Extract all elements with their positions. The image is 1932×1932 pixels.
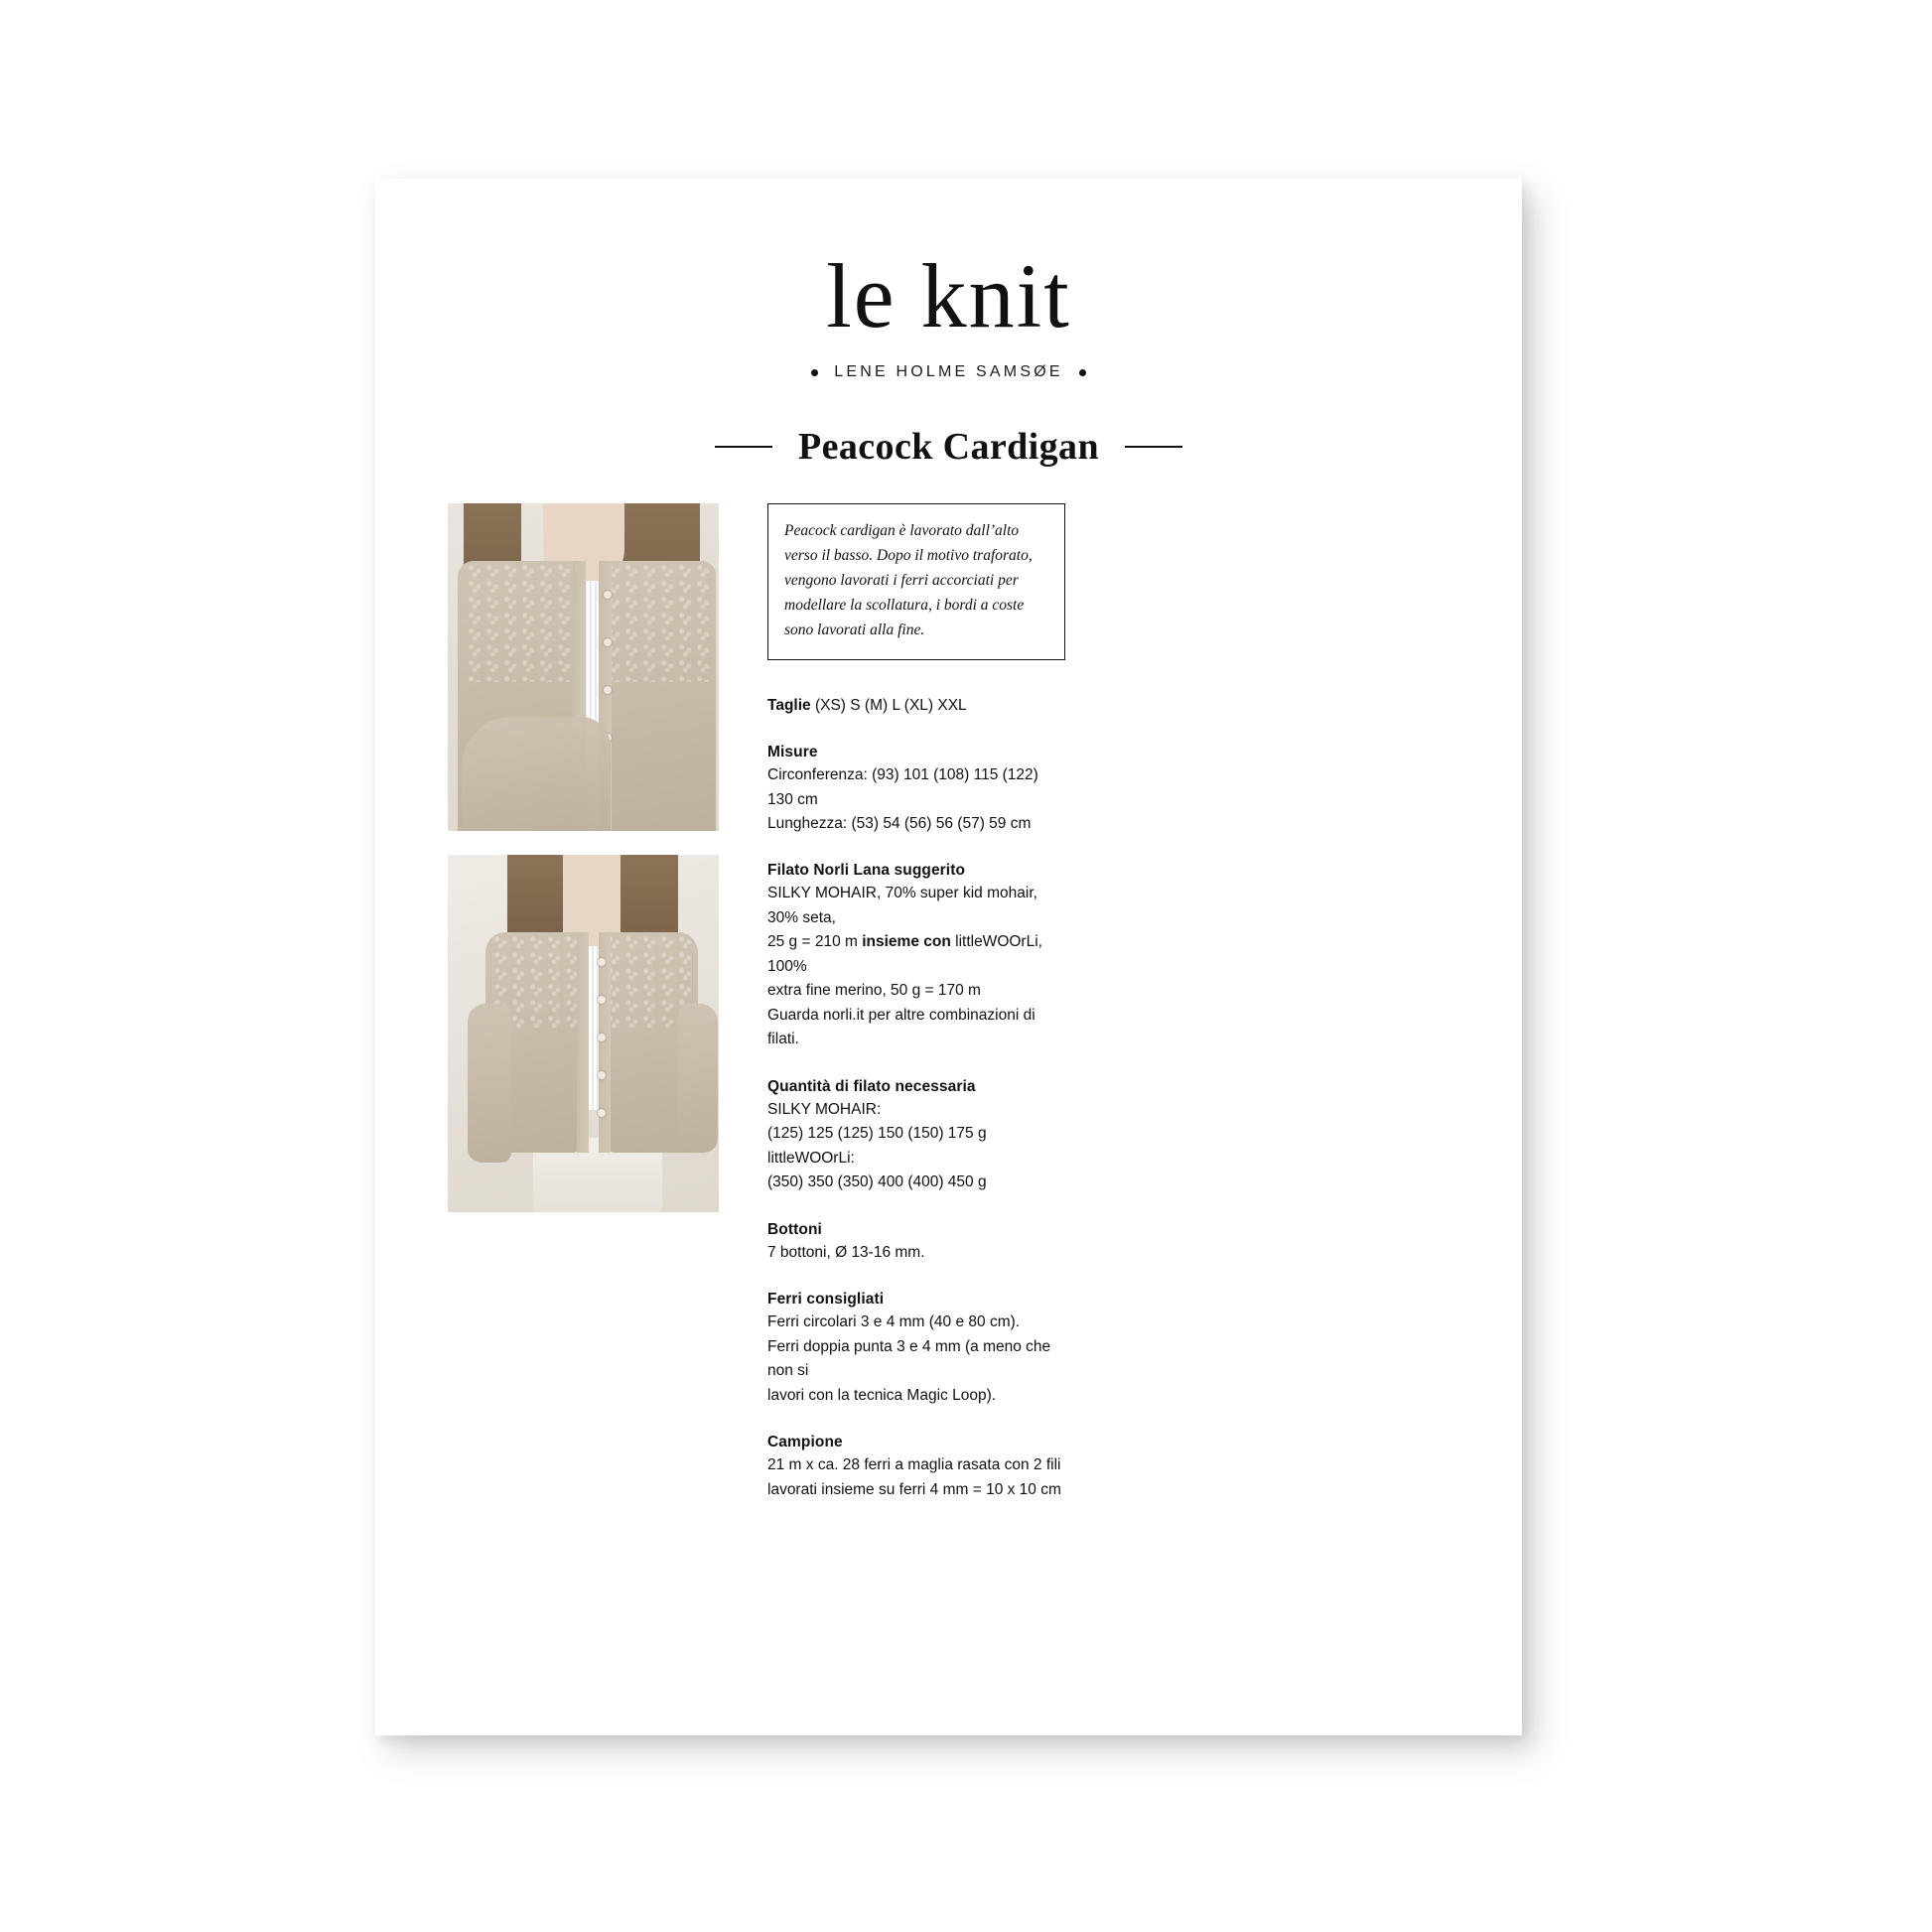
measures-heading: Misure	[767, 744, 818, 761]
quantity-line-2: (125) 125 (125) 150 (150) 175 g	[767, 1125, 987, 1143]
intro-note-text: Peacock cardigan è lavorato dall’alto verso il basso. Dopo il motivo traforato, vengono lavorati i ferri accorciati per modellare la scollatura, i bordi a coste sono lavorati alla fine.	[784, 522, 1033, 639]
sizes-line	[767, 694, 1065, 718]
gauge-line-2: lavorati insieme su ferri 4 mm = 10 x 10 cm	[767, 1480, 1061, 1498]
logo-wordmark: le knit	[826, 245, 1071, 346]
measures-line-1: Circonferenza: (93) 101 (108) 115 (122) 130 cm	[767, 766, 1038, 808]
sizes-value: (XS) S (M) L (XL) XXL	[814, 696, 967, 714]
intro-note-box	[767, 503, 1065, 660]
title-row	[375, 425, 1522, 469]
gauge-section	[767, 1434, 1065, 1502]
logo-tagline-row	[375, 363, 1522, 381]
quantity-line-3: littleWOOrLi:	[767, 1149, 855, 1167]
yarn-section	[767, 862, 1065, 1051]
yarn-line-2-pre: 25 g = 210 m	[767, 933, 863, 951]
buttons-section	[767, 1221, 1065, 1265]
gauge-line-1: 21 m x ca. 28 ferri a maglia rasata con 2 fili	[767, 1456, 1061, 1474]
yarn-line-2	[767, 930, 1065, 979]
brand-logo	[375, 245, 1522, 381]
sizes-section	[767, 694, 1065, 718]
photo-cardigan-full	[448, 855, 719, 1212]
yarn-line-2-post: littleWOOrLi, 100%	[767, 933, 1042, 975]
needles-line-3: lavori con la tecnica Magic Loop).	[767, 1386, 997, 1404]
bullet-dot-left-icon	[811, 369, 818, 376]
yarn-line-4: Guarda norli.it per altre combinazioni di filati.	[767, 1006, 1035, 1048]
quantity-section	[767, 1078, 1065, 1195]
needles-line-1: Ferri circolari 3 e 4 mm (40 e 80 cm).	[767, 1313, 1021, 1331]
bullet-dot-right-icon	[1079, 369, 1086, 376]
quantity-line-1: SILKY MOHAIR:	[767, 1100, 882, 1118]
measures-section	[767, 744, 1065, 836]
needles-section	[767, 1291, 1065, 1408]
photo-cardigan-detail	[448, 503, 719, 831]
needles-heading: Ferri consigliati	[767, 1291, 885, 1309]
needles-line-2: Ferri doppia punta 3 e 4 mm (a meno che non si	[767, 1337, 1051, 1380]
logo-tagline: LENE HOLME SAMSØE	[834, 363, 1063, 380]
sizes-label: Taglie	[767, 696, 811, 714]
yarn-line-2-bold: insieme con	[862, 933, 951, 951]
quantity-line-4: (350) 350 (350) 400 (400) 450 g	[767, 1173, 987, 1191]
yarn-heading: Filato Norli Lana suggerito	[767, 862, 966, 880]
info-column	[767, 503, 1065, 1502]
buttons-heading: Bottoni	[767, 1220, 822, 1238]
gauge-heading: Campione	[767, 1434, 843, 1451]
buttons-line-1: 7 bottoni, Ø 13-16 mm.	[767, 1243, 925, 1261]
photo-column	[448, 503, 719, 1212]
title-rule-right	[1125, 446, 1182, 448]
quantity-heading: Quantità di filato necessaria	[767, 1077, 976, 1095]
page-title: Peacock Cardigan	[798, 426, 1099, 468]
yarn-line-1: SILKY MOHAIR, 70% super kid mohair, 30% seta,	[767, 885, 1037, 926]
title-rule-left	[715, 446, 772, 448]
yarn-line-3: extra fine merino, 50 g = 170 m	[767, 982, 981, 1000]
document-sheet	[375, 179, 1522, 1735]
measures-line-2: Lunghezza: (53) 54 (56) 56 (57) 59 cm	[767, 815, 1032, 832]
